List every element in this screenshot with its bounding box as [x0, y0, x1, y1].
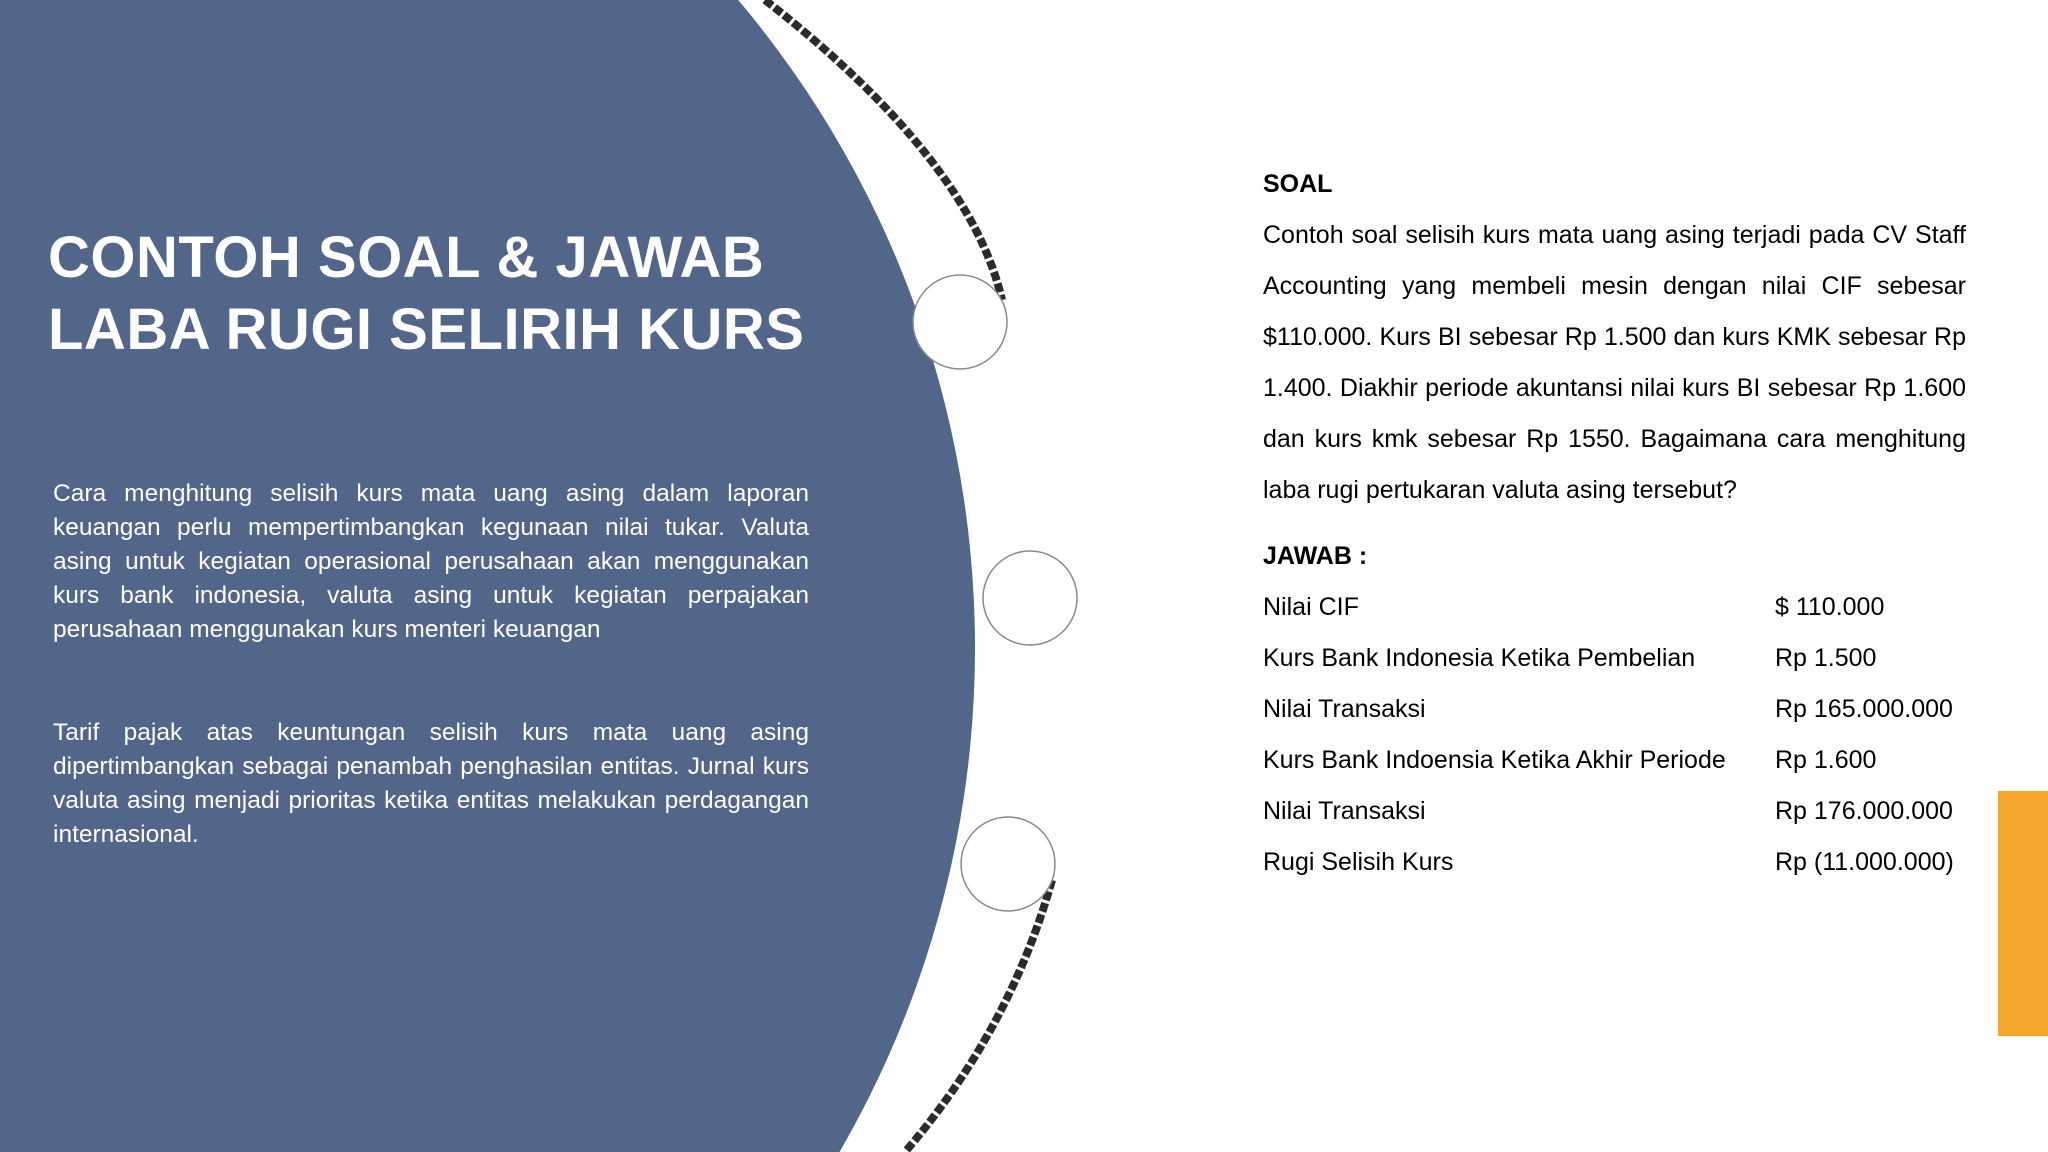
answer-label: Kurs Bank Indonesia Ketika Pembelian: [1263, 644, 1696, 672]
answer-label: Kurs Bank Indoensia Ketika Akhir Periode: [1263, 746, 1726, 774]
answer-row: [1263, 582, 1966, 633]
slide-title: [48, 222, 848, 366]
answer-value: Rp 165.000.000: [1775, 695, 1953, 723]
answer-value: $ 110.000: [1775, 593, 1885, 621]
answer-label: Nilai CIF: [1263, 593, 1359, 621]
orange-accent-bar: [1998, 791, 2048, 1036]
answer-row: [1263, 786, 1966, 837]
soal-heading: SOAL: [1263, 170, 1333, 198]
title-line-1: CONTOH SOAL & JAWAB: [48, 225, 765, 290]
tax-paragraph: Tarif pajak atas keuntungan selisih kurs mata uang asing dipertimbangkan sebagai penambah penghasilan entitas. Jurnal kurs valuta asing menjadi prioritas ketika entitas melakukan perdagangan internasional.: [53, 719, 809, 848]
answer-row: [1263, 837, 1966, 888]
answer-label: Nilai Transaksi: [1263, 695, 1426, 723]
answer-label: Rugi Selisih Kurs: [1263, 848, 1454, 876]
answer-table: [1263, 582, 1966, 888]
soal-text: Contoh soal selisih kurs mata uang asing terjadi pada CV Staff Accounting yang membeli mesin dengan nilai CIF sebesar $110.000. Kurs BI sebesar Rp 1.500 dan kurs KMK sebesar Rp 1.400. Diakhir periode akuntansi nilai kurs BI sebesar Rp 1.600 dan kurs kmk sebesar Rp 1550. Bagaimana cara menghitung laba rugi pertukaran valuta asing tersebut?: [1263, 221, 1966, 504]
answer-row: [1263, 684, 1966, 735]
intro-paragraph: Cara menghitung selisih kurs mata uang asing dalam laporan keuangan perlu mempertimbangkan kegunaan nilai tukar. Valuta asing untuk kegiatan operasional perusahaan akan menggunakan kurs bank indonesia, valuta asing untuk kegiatan perpajakan perusahaan menggunakan kurs menteri keuangan: [53, 480, 809, 643]
answer-label: Nilai Transaksi: [1263, 797, 1426, 825]
ring-bottom: [961, 817, 1055, 911]
ring-top: [913, 275, 1007, 369]
answer-value: Rp 1.500: [1775, 644, 1877, 672]
answer-row: [1263, 735, 1966, 786]
answer-row: [1263, 633, 1966, 684]
answer-value: Rp 1.600: [1775, 746, 1877, 774]
jawab-heading: JAWAB :: [1263, 542, 1368, 570]
title-line-2: LABA RUGI SELIRIH KURS: [48, 297, 805, 362]
ring-middle: [983, 551, 1077, 645]
answer-value: Rp 176.000.000: [1775, 797, 1953, 825]
answer-value: Rp (11.000.000): [1775, 848, 1954, 876]
soal-jawab-section: [1263, 166, 1966, 888]
